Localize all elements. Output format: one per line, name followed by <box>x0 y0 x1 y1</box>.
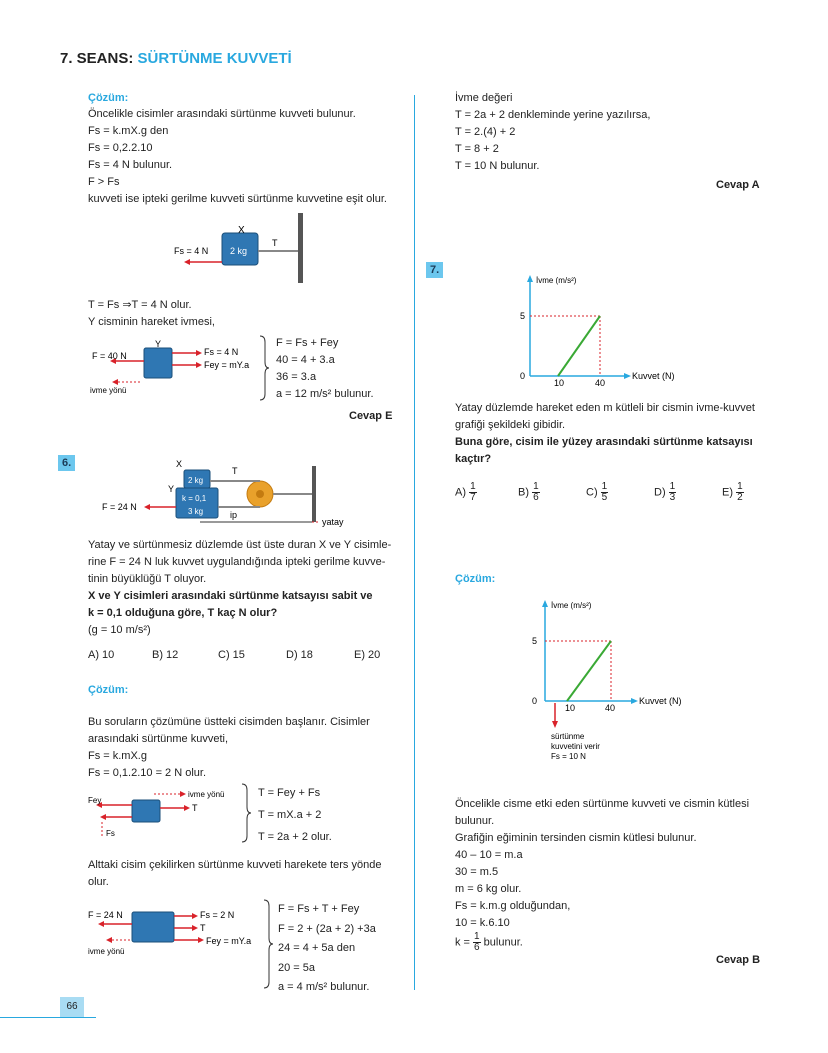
label-t: T <box>192 803 198 813</box>
text-line: Bu soruların çözümüne üstteki cisimden başlanır. Cisimler <box>88 716 370 728</box>
text-line: tinin büyüklüğü T oluyor. <box>88 573 207 585</box>
k-label: k = 0,1 <box>182 494 207 503</box>
text-line: T = 8 + 2 <box>455 143 499 155</box>
fs-label: Fs = 4 N <box>204 347 239 357</box>
force-f-label: F = 24 N <box>88 910 123 920</box>
fs-label: Fs = 4 N <box>174 246 209 256</box>
tick-label: 10 <box>565 703 576 713</box>
note-line: Fs = 10 N <box>551 752 586 761</box>
force-f-label: F = 24 N <box>102 502 137 512</box>
question-text <box>88 537 391 639</box>
session-prefix: 7. SEANS: <box>60 50 134 67</box>
fs-label: Fs = 2 N <box>200 910 235 920</box>
x-mass: 2 kg <box>188 476 204 485</box>
accel-direction-label: ivme yönü <box>90 386 127 395</box>
label-t: T <box>272 238 278 248</box>
fey-label: Fey = mY.a <box>204 360 250 370</box>
block-y <box>144 348 172 378</box>
text-line: Fs = 0,2.2.10 <box>88 142 153 154</box>
text-line: Fs = 4 N bulunur. <box>88 159 173 171</box>
equation-line: 40 = 4 + 3.a <box>276 354 335 366</box>
tick-label: 0 <box>520 371 526 381</box>
text-line: Alttaki cisim çekilirken sürtünme kuvveti harekete ters yönde <box>88 859 382 871</box>
fey-label: Fey <box>88 796 102 805</box>
equation-line: 36 = 3.a <box>276 371 317 383</box>
answer: Cevap A <box>716 179 760 191</box>
text-line: bulunur. <box>455 815 495 827</box>
horizontal-label: yatay <box>322 517 344 527</box>
text-line: 30 = m.5 <box>455 866 499 878</box>
y-mass: 3 kg <box>188 507 204 516</box>
brace <box>240 782 252 844</box>
text-line: Grafiğin eğiminin tersinden cismin kütlesi bulunur. <box>455 832 697 844</box>
text-line: k = 0,1 olduğuna göre, T kaç N olur? <box>88 607 278 619</box>
footer-line <box>0 1017 96 1018</box>
force-f-label: F = 40 N <box>92 351 127 361</box>
answer-option[interactable]: B) 12 <box>152 649 179 661</box>
equation-line: T = 2a + 2 olur. <box>258 831 332 843</box>
answer-option[interactable]: E) $\frac{1}{2}$ <box>722 481 743 503</box>
stacked-blocks-figure <box>100 458 370 530</box>
question-number: 7. <box>426 262 443 278</box>
solution-text <box>88 297 215 331</box>
text-line: Fs = k.mX.g <box>88 750 147 762</box>
label-t: T <box>232 466 238 476</box>
answer-option[interactable]: B) $\frac{1}{6}$ <box>518 481 539 503</box>
tick-label: 0 <box>532 696 538 706</box>
text-line: T = 2a + 2 denkleminde yerine yazılırsa, <box>455 109 651 121</box>
rope-label: ip <box>230 510 238 520</box>
text-line: kuvveti ise ipteki gerilme kuvveti sürtünme kuvvetine eşit olur. <box>88 193 387 205</box>
question-number: 6. <box>58 455 75 471</box>
accel-direction-label: ivme yönü <box>88 947 125 956</box>
solution-text <box>455 796 749 953</box>
text-line: F > Fs <box>88 176 120 188</box>
text-line: Yatay düzlemde hareket eden m kütleli bir cismin ivme-kuvvet <box>455 402 755 414</box>
equation-line: F = Fs + T + Fey <box>278 903 360 915</box>
text-line: Öncelikle cisme etki eden sürtünme kuvveti ve cismin kütlesi <box>455 798 750 810</box>
solution-text <box>455 90 650 175</box>
text-line: arasındaki sürtünme kuvveti, <box>88 733 229 745</box>
equations <box>276 335 374 403</box>
k-result: k = $\frac{1}{6}$ bulunur. <box>455 931 523 953</box>
y-axis-label: İvme (m/s²) <box>536 276 577 285</box>
y-block-forces-figure <box>88 338 268 398</box>
wall <box>312 466 316 522</box>
wall <box>298 213 303 283</box>
label-t: T <box>200 923 206 933</box>
text-line: grafiği şekildeki gibidir. <box>455 419 566 431</box>
question-text <box>455 400 755 468</box>
answer-option[interactable]: D) 18 <box>286 649 313 661</box>
solution-text <box>88 714 370 782</box>
equation-line: 24 = 4 + 5a den <box>278 942 356 954</box>
text-line: Fs = 0,1.2.10 = 2 N olur. <box>88 767 207 779</box>
text-line: T = Fs ⇒T = 4 N olur. <box>88 299 192 311</box>
text-line: Y cisminin hareket ivmesi, <box>88 316 215 328</box>
y-axis-label: İvme (m/s²) <box>551 601 592 610</box>
column-divider <box>414 95 415 990</box>
answer: Cevap B <box>716 954 761 966</box>
text-line: m = 6 kg olur. <box>455 883 522 895</box>
solution-label: Çözüm: <box>88 684 129 696</box>
text-line: İvme değeri <box>455 92 513 104</box>
text-line: olur. <box>88 876 109 888</box>
equation-line: a = 12 m/s² bulunur. <box>276 388 374 400</box>
solution-text <box>88 857 381 891</box>
note-line: kuvvetini verir <box>551 742 600 751</box>
tick-label: 5 <box>532 636 538 646</box>
text-line: 40 – 10 = m.a <box>455 849 523 861</box>
solution-label: Çözüm: <box>88 92 129 104</box>
fey-label: Fey = mY.a <box>206 936 252 946</box>
text-line: Buna göre, cisim ile yüzey arasındaki sürtünme katsayısı <box>455 436 753 448</box>
mass-label: 2 kg <box>230 246 248 256</box>
label-x: X <box>176 459 183 469</box>
equation-line: T = mX.a + 2 <box>258 809 322 821</box>
text-line: rine F = 24 N luk kuvvet uygulandığında ipteki gerilme kuvve- <box>88 556 386 568</box>
equation-line: a = 4 m/s² bulunur. <box>278 981 370 993</box>
label-x: X <box>238 225 245 236</box>
label-y: Y <box>155 339 162 349</box>
text-line: Fs = k.mX.g den <box>88 125 169 137</box>
session-title: SÜRTÜNME KUVVETİ <box>137 50 292 67</box>
tick-label: 10 <box>554 378 565 388</box>
answer-option[interactable]: A) $\frac{1}{7}$ <box>455 481 476 503</box>
answer-option[interactable]: C) 15 <box>218 649 245 661</box>
y-block-forces-figure <box>86 904 266 960</box>
answer-option[interactable]: E) 20 <box>354 649 381 661</box>
text-line: Öncelikle cisimler arasındaki sürtünme kuvveti bulunur. <box>88 108 356 120</box>
solution-text <box>88 106 387 208</box>
text-line: kaçtır? <box>455 453 492 465</box>
page-number: 66 <box>60 997 84 1017</box>
text-line: X ve Y cisimleri arasındaki sürtünme katsayısı sabit ve <box>88 590 373 602</box>
tick-label: 40 <box>595 378 606 388</box>
x-axis-label: Kuvvet (N) <box>639 696 682 706</box>
text-line: 10 = k.6.10 <box>455 917 510 929</box>
equations <box>278 900 376 998</box>
graph-line <box>567 641 611 701</box>
solution-label: Çözüm: <box>455 573 496 585</box>
text-line: T = 10 N bulunur. <box>455 160 540 172</box>
text-line: Yatay ve sürtünmesiz düzlemde üst üste duran X ve Y cisimle- <box>88 539 392 551</box>
block <box>132 800 160 822</box>
fs-label: Fs <box>106 829 115 838</box>
text-line: Fs = k.m.g olduğundan, <box>455 900 571 912</box>
x-block-forces-figure <box>86 786 246 842</box>
answer-option[interactable]: A) 10 <box>88 649 115 661</box>
page-title <box>60 50 292 67</box>
equation-line: F = Fs + Fey <box>276 337 339 349</box>
equation-line: F = 2 + (2a + 2) +3a <box>278 922 376 935</box>
block <box>132 912 174 942</box>
label-y: Y <box>168 484 175 494</box>
accel-direction-label: ivme yönü <box>188 790 225 799</box>
graph-line <box>558 316 600 376</box>
text-line: T = 2.(4) + 2 <box>455 126 516 138</box>
text-line: (g = 10 m/s²) <box>88 624 151 636</box>
solution-graph <box>525 597 725 767</box>
equation-line: 20 = 5a <box>278 961 316 974</box>
answer-option[interactable]: C) $\frac{1}{5}$ <box>586 481 608 503</box>
equation-line: T = Fey + Fs <box>258 787 321 799</box>
equations <box>258 782 332 848</box>
tick-label: 5 <box>520 311 526 321</box>
acceleration-force-graph <box>510 272 710 392</box>
answer: Cevap E <box>349 410 393 422</box>
note-line: sürtünme <box>551 732 585 741</box>
answer-option[interactable]: D) $\frac{1}{3}$ <box>654 481 676 503</box>
tick-label: 40 <box>605 703 616 713</box>
brace <box>258 334 270 402</box>
block-wall-figure <box>170 210 320 285</box>
x-axis-label: Kuvvet (N) <box>632 371 675 381</box>
brace <box>262 898 274 990</box>
